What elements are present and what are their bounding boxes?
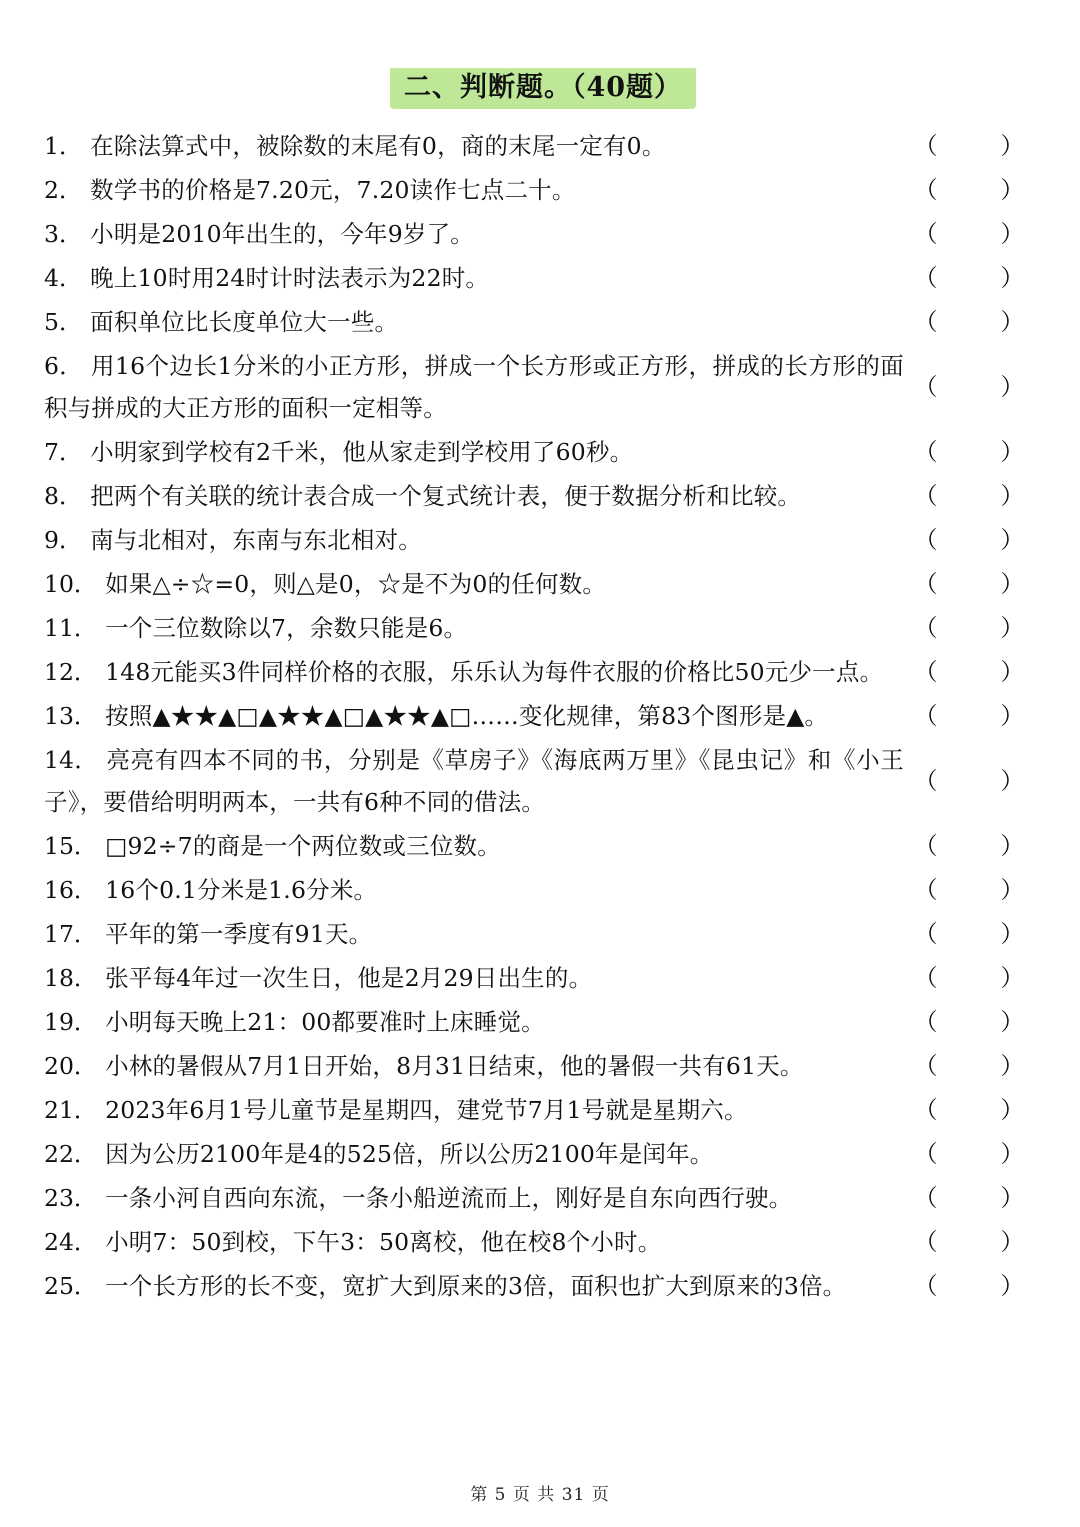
question-body: 面积单位比长度单位大一些。 (90, 308, 399, 336)
bracket-open: （ (914, 964, 938, 992)
question-text (44, 563, 914, 605)
bracket-open: （ (914, 1228, 938, 1256)
bracket-open: （ (914, 1052, 938, 1080)
bracket-open: （ (914, 438, 938, 466)
answer-bracket[interactable] (914, 563, 1042, 605)
bracket-close: ） (1000, 1096, 1024, 1124)
question-item (44, 651, 1042, 693)
bracket-close: ） (1000, 373, 1024, 401)
question-body: 张平每4年过一次生日，他是2月29日出生的。 (105, 964, 593, 992)
question-body: 一个长方形的长不变，宽扩大到原来的3倍，面积也扩大到原来的3倍。 (105, 1272, 847, 1300)
bracket-close: ） (1000, 1184, 1024, 1212)
bracket-open: （ (914, 1096, 938, 1124)
bracket-open: （ (914, 220, 938, 248)
question-body: 因为公历2100年是4的525倍，所以公历2100年是闰年。 (105, 1140, 714, 1168)
question-text (44, 1177, 914, 1219)
question-number: 25． (44, 1272, 98, 1300)
question-item (44, 1133, 1042, 1175)
question-item (44, 695, 1042, 737)
question-body: 一条小河自西向东流，一条小船逆流而上，刚好是自东向西行驶。 (105, 1184, 793, 1212)
question-item (44, 957, 1042, 999)
answer-bracket[interactable] (914, 957, 1042, 999)
answer-bracket[interactable] (914, 1265, 1042, 1307)
question-number: 24． (44, 1228, 98, 1256)
bracket-close: ） (1000, 132, 1024, 160)
question-item (44, 739, 1042, 823)
answer-bracket[interactable] (914, 301, 1042, 343)
bracket-close: ） (1000, 767, 1024, 795)
question-item (44, 825, 1042, 867)
question-list (44, 125, 1042, 1307)
question-text (44, 301, 914, 343)
question-body: 在除法算式中，被除数的末尾有0，商的末尾一定有0。 (90, 132, 666, 160)
section-title: 二、判断题。（40题） (390, 62, 696, 109)
bracket-open: （ (914, 1184, 938, 1212)
bracket-open: （ (914, 373, 938, 401)
question-number: 23． (44, 1184, 98, 1212)
question-number: 6． (44, 352, 84, 380)
bracket-close: ） (1000, 1052, 1024, 1080)
question-number: 21． (44, 1096, 98, 1124)
answer-bracket[interactable] (914, 869, 1042, 911)
bracket-close: ） (1000, 438, 1024, 466)
question-text (44, 1265, 914, 1307)
question-text (44, 345, 914, 429)
question-body: 平年的第一季度有91天。 (105, 920, 373, 948)
question-item (44, 125, 1042, 167)
bracket-close: ） (1000, 176, 1024, 204)
bracket-close: ） (1000, 264, 1024, 292)
question-number: 16． (44, 876, 98, 904)
answer-bracket[interactable] (914, 695, 1042, 737)
question-item (44, 213, 1042, 255)
answer-bracket[interactable] (914, 607, 1042, 649)
answer-bracket[interactable] (914, 651, 1042, 693)
question-text (44, 869, 914, 911)
question-item (44, 475, 1042, 517)
question-body: 南与北相对，东南与东北相对。 (90, 526, 422, 554)
question-number: 7． (44, 438, 83, 466)
question-item (44, 1177, 1042, 1219)
bracket-open: （ (914, 526, 938, 554)
question-text (44, 169, 914, 211)
answer-bracket[interactable] (914, 257, 1042, 299)
question-text (44, 519, 914, 561)
answer-bracket[interactable] (914, 913, 1042, 955)
answer-bracket[interactable] (914, 475, 1042, 517)
question-number: 20． (44, 1052, 98, 1080)
question-body: 148元能买3件同样价格的衣服，乐乐认为每件衣服的价格比50元少一点。 (105, 658, 884, 686)
bracket-close: ） (1000, 1228, 1024, 1256)
bracket-close: ） (1000, 482, 1024, 510)
question-body: 如果△÷☆=0，则△是0，☆是不为0的任何数。 (105, 570, 607, 598)
question-body: 小明7：50到校，下午3：50离校，他在校8个小时。 (105, 1228, 662, 1256)
question-item (44, 1045, 1042, 1087)
question-number: 5． (44, 308, 83, 336)
question-body: 亮亮有四本不同的书，分别是《草房子》《海底两万里》《昆虫记》和《小王子》，要借给明明两本，一共有6种不同的借法。 (44, 746, 904, 816)
question-body: 小明每天晚上21：00都要准时上床睡觉。 (105, 1008, 545, 1036)
question-body: 一个三位数除以7，余数只能是6。 (105, 614, 468, 642)
question-number: 12． (44, 658, 98, 686)
bracket-open: （ (914, 264, 938, 292)
question-text (44, 257, 914, 299)
question-text (44, 1089, 914, 1131)
bracket-close: ） (1000, 832, 1024, 860)
question-number: 1． (44, 132, 83, 160)
question-text (44, 1133, 914, 1175)
bracket-open: （ (914, 832, 938, 860)
bracket-open: （ (914, 767, 938, 795)
question-body: 数学书的价格是7.20元，7.20读作七点二十。 (90, 176, 576, 204)
answer-bracket[interactable] (914, 125, 1042, 167)
answer-bracket[interactable] (914, 1177, 1042, 1219)
answer-bracket[interactable] (914, 760, 1042, 802)
question-text (44, 125, 914, 167)
question-number: 13． (44, 702, 98, 730)
question-text (44, 431, 914, 473)
question-text (44, 213, 914, 255)
question-number: 4． (44, 264, 83, 292)
bracket-open: （ (914, 920, 938, 948)
page-footer: 第 5 页 共 31 页 (470, 1485, 610, 1505)
question-number: 17． (44, 920, 98, 948)
bracket-open: （ (914, 876, 938, 904)
question-item (44, 869, 1042, 911)
bracket-close: ） (1000, 658, 1024, 686)
bracket-close: ） (1000, 614, 1024, 642)
answer-bracket[interactable] (914, 1001, 1042, 1043)
question-item (44, 169, 1042, 211)
question-item (44, 913, 1042, 955)
answer-bracket[interactable] (914, 213, 1042, 255)
bracket-close: ） (1000, 308, 1024, 336)
bracket-open: （ (914, 176, 938, 204)
bracket-open: （ (914, 1272, 938, 1300)
answer-bracket[interactable] (914, 1045, 1042, 1087)
question-number: 8． (44, 482, 83, 510)
question-text (44, 1001, 914, 1043)
question-text (44, 1221, 914, 1263)
question-body: 晚上10时用24时计时法表示为22时。 (90, 264, 490, 292)
question-body: 小林的暑假从7月1日开始，8月31日结束，他的暑假一共有61天。 (105, 1052, 804, 1080)
bracket-open: （ (914, 702, 938, 730)
question-item (44, 431, 1042, 473)
question-text (44, 957, 914, 999)
question-body: 小明家到学校有2千米，他从家走到学校用了60秒。 (90, 438, 634, 466)
question-text (44, 913, 914, 955)
question-item (44, 1265, 1042, 1307)
bracket-close: ） (1000, 876, 1024, 904)
bracket-open: （ (914, 1140, 938, 1168)
question-text (44, 825, 914, 867)
question-number: 9． (44, 526, 83, 554)
question-body: 小明是2010年出生的，今年9岁了。 (90, 220, 474, 248)
question-item (44, 563, 1042, 605)
question-item (44, 519, 1042, 561)
question-number: 11． (44, 614, 98, 642)
bracket-close: ） (1000, 702, 1024, 730)
question-number: 22． (44, 1140, 98, 1168)
question-body: □92÷7的商是一个两位数或三位数。 (105, 832, 501, 860)
bracket-open: （ (914, 132, 938, 160)
question-number: 15． (44, 832, 98, 860)
question-text (44, 651, 914, 693)
question-item (44, 1221, 1042, 1263)
question-item (44, 345, 1042, 429)
section-title-container (44, 0, 1042, 119)
question-text (44, 1045, 914, 1087)
answer-bracket[interactable] (914, 1089, 1042, 1131)
question-body: 把两个有关联的统计表合成一个复式统计表，便于数据分析和比较。 (90, 482, 802, 510)
bracket-open: （ (914, 614, 938, 642)
answer-bracket[interactable] (914, 519, 1042, 561)
bracket-close: ） (1000, 964, 1024, 992)
answer-bracket[interactable] (914, 1221, 1042, 1263)
question-item (44, 1089, 1042, 1131)
question-number: 3． (44, 220, 83, 248)
bracket-close: ） (1000, 570, 1024, 598)
answer-bracket[interactable] (914, 825, 1042, 867)
bracket-open: （ (914, 658, 938, 686)
question-number: 19． (44, 1008, 98, 1036)
bracket-close: ） (1000, 920, 1024, 948)
question-item (44, 301, 1042, 343)
bracket-close: ） (1000, 1272, 1024, 1300)
question-body: 用16个边长1分米的小正方形，拼成一个长方形或正方形，拼成的长方形的面积与拼成的大正方形的面积一定相等。 (44, 352, 905, 422)
answer-bracket[interactable] (914, 366, 1042, 408)
question-number: 2． (44, 176, 83, 204)
question-number: 18． (44, 964, 98, 992)
answer-bracket[interactable] (914, 1133, 1042, 1175)
bracket-open: （ (914, 308, 938, 336)
bracket-open: （ (914, 1008, 938, 1036)
question-text (44, 607, 914, 649)
bracket-close: ） (1000, 220, 1024, 248)
bracket-close: ） (1000, 526, 1024, 554)
question-item (44, 257, 1042, 299)
bracket-close: ） (1000, 1008, 1024, 1036)
bracket-close: ） (1000, 1140, 1024, 1168)
question-text (44, 695, 914, 737)
question-number: 10． (44, 570, 98, 598)
question-text (44, 475, 914, 517)
question-number: 14． (44, 746, 99, 774)
question-body: 16个0.1分米是1.6分米。 (105, 876, 378, 904)
question-item (44, 607, 1042, 649)
answer-bracket[interactable] (914, 169, 1042, 211)
question-body: 2023年6月1号儿童节是星期四，建党节7月1号就是星期六。 (105, 1096, 748, 1124)
question-body: 按照▲★★▲□▲★★▲□▲★★▲□……变化规律，第83个图形是▲。 (105, 702, 829, 730)
bracket-open: （ (914, 570, 938, 598)
bracket-open: （ (914, 482, 938, 510)
answer-bracket[interactable] (914, 431, 1042, 473)
question-item (44, 1001, 1042, 1043)
question-text (44, 739, 914, 823)
